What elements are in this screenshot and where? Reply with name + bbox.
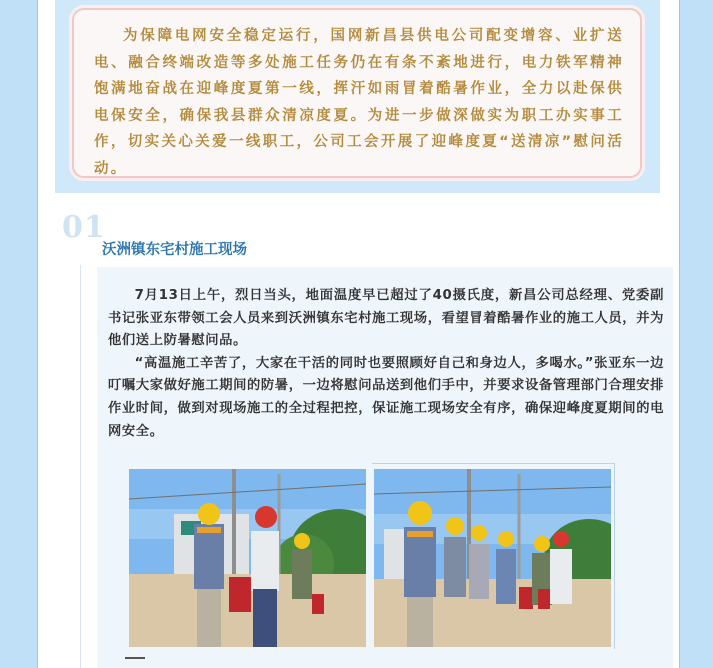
photo-group-visit [374,469,611,647]
photo-gift-handover [129,469,366,647]
caption-underline [125,657,145,659]
section-divider-line [80,265,81,668]
section-title: 沃洲镇东宅村施工现场 [102,242,247,258]
section-number: 01 [62,210,106,245]
intro-card [72,8,642,178]
paragraph-1: 7月13日上午，烈日当头，地面温度早已超过了40摄氏度，新昌公司总经理、党委副书记张亚东带领工会人员来到沃洲镇东宅村施工现场，看望冒着酷暑作业的施工人员，并为他们送上防暑慰问品。 [108,288,664,349]
paragraph-2: “高温施工辛苦了，大家在干活的同时也要照顾好自己和身边人，多喝水。”张亚东一边叮嘱大家做好施工期间的防暑，一边将慰问品送到他们手中，并要求设备管理部门合理安排作业时间，做到对现场施工的全过程把控，保证施工现场安全有序，确保迎峰度夏期间的电网安全。 [108,355,664,439]
intro-text: 为保障电网安全稳定运行，国网新昌县供电公司配变增容、业扩送电、融合终端改造等多处施工任务仍在有条不紊地进行，电力铁军精神饱满地奋战在迎峰度夏第一线，挥汗如雨冒着酷暑作业，全力以赴保供电保安全，确保我县群众清凉度夏。为进一步做深做实为职工办实事工作，切实关心关爱一线职工，公司工会开展了迎峰度夏“送清凉”慰问活动。 [94,28,624,177]
section-body [108,285,664,443]
